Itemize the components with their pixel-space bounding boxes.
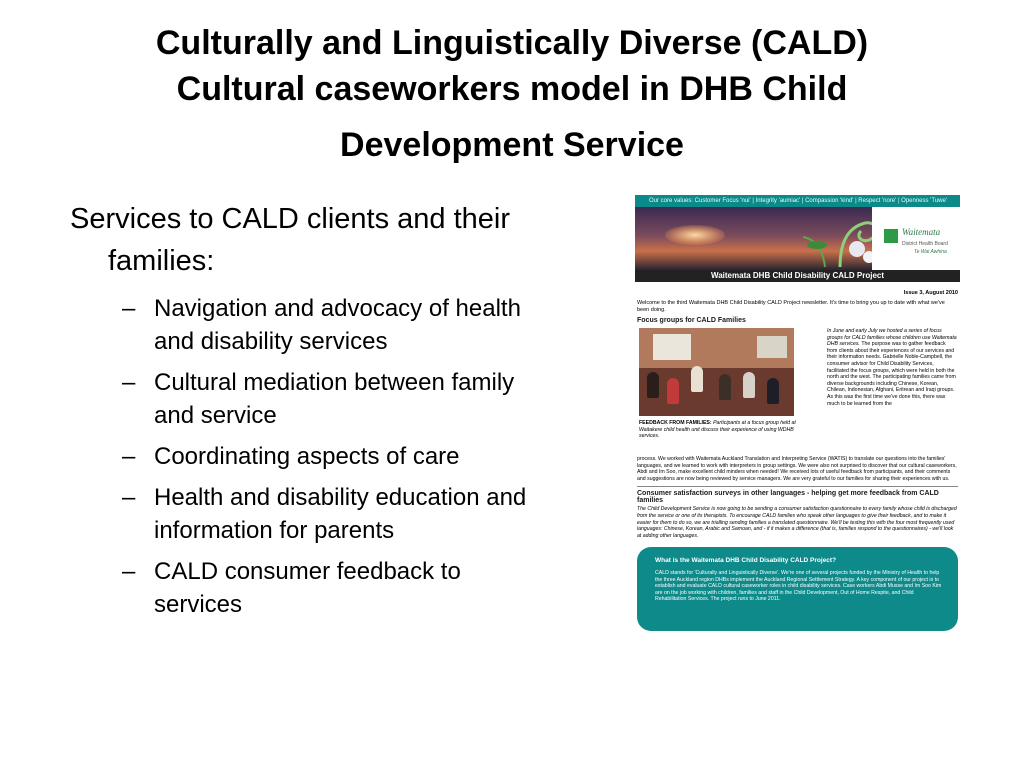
- dash-marker: –: [122, 295, 136, 322]
- project-box-text: CALD stands for 'Culturally and Linguistically Diverse'. We're one of several projects funded by the Ministry of Health to help the three Auckland region DHBs implement the Auckland Regional Settlement Strategy. A key component of our project is to establish and evaluate CALD cultural caseworker roles in child disability services. Case workers Abdi Musse and Im Soo Kim are on the job working with children, families and staff in the Child Development, Out of Home Respite, and Child Rehabilitation Services. The project runs to June 2011.: [655, 570, 942, 602]
- bullet-list: [70, 198, 550, 629]
- focus-groups-text: [827, 328, 957, 407]
- newsletter-intro: Welcome to the third Waitemata DHB Child Disability CALD Project newsletter. It's time to bring you up to date with what we've been doing.: [637, 300, 945, 313]
- survey-heading: Consumer satisfaction surveys in other languages - helping get more feedback from CALD families: [637, 490, 939, 505]
- main-bullet: Services to CALD clients and their families:: [70, 203, 511, 277]
- newsletter-values-bar: Our core values: Customer Focus 'nui' | Integrity 'aumiac' | Compassion 'kind' | Respect 'nore' | Openness 'Tuwe': [635, 195, 960, 207]
- divider: [637, 486, 958, 487]
- sub-bullet-text: Coordinating aspects of care: [154, 443, 460, 470]
- project-box-title: What is the Waitemata DHB Child Disability CALD Project?: [655, 557, 837, 565]
- newsletter-banner: [635, 207, 960, 270]
- sub-bullet-item: [70, 366, 550, 432]
- logo-mark-icon: [884, 229, 898, 243]
- caption-text: Participants at a focus group held at Waitakere child health unit discuss their experience of using WDHB services.: [639, 420, 796, 439]
- sub-bullet-text: Navigation and advocacy of health and disability services: [154, 295, 521, 355]
- focus-text-italic: In June and early July we hosted a series of focus groups for CALD families whose children use Waitemata DHB services.: [827, 328, 957, 348]
- dash-marker: –: [122, 369, 136, 396]
- sub-bullet-text: Cultural mediation between family and service: [154, 369, 515, 429]
- focus-group-photo: [639, 328, 794, 416]
- logo-subtitle: District Health Board: [902, 241, 948, 247]
- project-info-box: [637, 547, 958, 631]
- caption-lead: FEEDBACK FROM FAMILIES:: [639, 420, 712, 426]
- slide-title: [40, 20, 984, 168]
- photo-caption: [639, 420, 799, 440]
- focus-groups-continued: process. We worked with Waitemata Auckland Translation and Interpreting Service (WATIS) to translate our questions into the families' languages, and we learned to work with interpreters in group settings. We were also not surprised to discover that our cultural caseworkers, Abdi and Im Soo, make excellent child minders when needed! We received lots of useful feedback from participants, and their comments and suggestions are now being reviewed by service managers. We are very grateful to our families for sharing their experiences with us.: [637, 456, 957, 482]
- survey-text: The Child Development Service is now going to be sending a consumer satisfaction questionnaire to every family whose child is discharged from the service or one of its therapists. To encourage CALD families who speak other languages to give their feedback, and to make it easier for them to do so, we are trialling sending families a translated questionnaire. We'll be testing this with the four most frequently used languages: Chinese, Korean, Arabic and Samoan, and - if it makes a difference (that is, families respond to the questionnaires) - we'll look at adding other languages.: [637, 506, 957, 539]
- title-line-2: Cultural caseworkers model in DHB Child: [176, 70, 848, 108]
- sub-bullet-item: [70, 440, 550, 473]
- focus-text-body: The purpose was to gather feedback from clients about their experiences of our services and their information needs. Gabrielle Noble-Campbell, the consumer advisor for Child Disability Services, facilitated the focus groups, which were held in both the north and the west. The participating families came from diverse backgrounds including Chinese, Korean, Chilean, Indonesian, Afghani, Eritrean and Iraqi groups. As this was the first time we've done this, there was much to be learned from the: [827, 341, 956, 407]
- focus-groups-section: [635, 326, 960, 456]
- logo-name: Waitemata: [902, 227, 941, 237]
- title-line-1: Culturally and Linguistically Diverse (CALD): [155, 24, 869, 62]
- waitemata-logo: [872, 207, 960, 270]
- sub-bullet-item: [70, 481, 550, 547]
- sub-bullet-list: [70, 292, 550, 621]
- title-line-3: Development Service: [340, 126, 684, 164]
- dash-marker: –: [122, 558, 136, 585]
- sub-bullet-item: [70, 555, 550, 621]
- dash-marker: –: [122, 443, 136, 470]
- issue-label: Issue 3, August 2010: [903, 290, 958, 296]
- sub-bullet-text: CALD consumer feedback to services: [154, 558, 461, 618]
- newsletter-image: [635, 195, 960, 655]
- newsletter-title: Waitemata DHB Child Disability CALD Project: [635, 270, 960, 282]
- dash-marker: –: [122, 484, 136, 511]
- sub-bullet-item: [70, 292, 550, 358]
- sub-bullet-text: Health and disability education and information for parents: [154, 484, 527, 544]
- focus-groups-heading: Focus groups for CALD Families: [637, 317, 746, 324]
- sunset-glow: [665, 225, 725, 245]
- logo-maori-name: Te Wai Awhina: [914, 249, 947, 255]
